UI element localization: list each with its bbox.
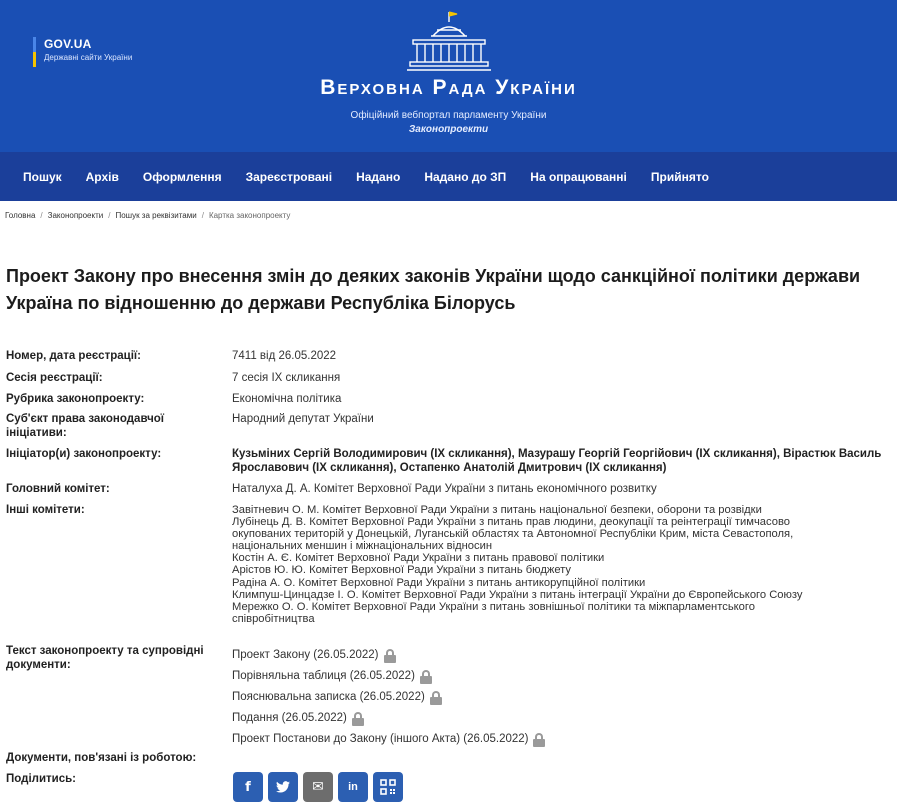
initiators-value[interactable]: Кузьміних Сергій Володимирович (IX скликання), Мазурашу Георгій Георгійович (IX скликання), Вірастюк Василь Ярославович (IX скликання), Остапенко Анатолій Дмитрович (IX скликання)	[232, 448, 882, 474]
breadcrumb-search[interactable]: Пошук за реквізитами	[115, 211, 197, 220]
gov-ua-subtitle: Державні сайти України	[44, 53, 133, 62]
main-nav	[0, 152, 897, 201]
breadcrumb-current: Картка законопроекту	[208, 211, 291, 220]
document-item[interactable]	[232, 687, 890, 708]
committee-line: Завітневич О. М. Комітет Верховної Ради України з питань національної безпеки, оборони та розвідки	[232, 504, 762, 516]
qr-code-icon	[380, 779, 396, 795]
document-item[interactable]	[232, 729, 890, 750]
linkedin-icon: in	[348, 781, 358, 793]
registration-value: 7411 від 26.05.2022	[232, 350, 337, 362]
nav-adopted[interactable]: Прийнято	[650, 169, 709, 184]
lock-icon	[533, 733, 545, 747]
main-committee-value: Наталуха Д. А. Комітет Верховної Ради України з питань економічного розвитку	[232, 483, 657, 495]
session-value: 7 сесія IX скликання	[232, 372, 341, 384]
committee-line: Климпуш-Цинцадзе І. О. Комітет Верховної Ради України з питань інтеграції України до Європейського Союзу	[232, 588, 803, 601]
nav-in-processing[interactable]: На опрацюванні	[530, 169, 627, 184]
lock-icon	[384, 649, 396, 663]
field-label: Документи, пов'язані із роботою:	[6, 752, 197, 764]
facebook-icon: f	[245, 779, 251, 795]
committee-line: співробітництва	[232, 612, 315, 625]
document-link[interactable]: Проект Закону (26.05.2022)	[232, 648, 379, 661]
lock-icon	[352, 712, 364, 726]
field-label: Суб'єкт права законодавчої ініціативи:	[6, 413, 165, 439]
subject-value: Народний депутат України	[232, 413, 374, 425]
nav-provided[interactable]: Надано	[356, 169, 401, 184]
twitter-share-button[interactable]	[268, 772, 298, 802]
field-label: Ініціатор(и) законопроекту:	[6, 448, 162, 460]
document-link[interactable]: Порівняльна таблиця (26.05.2022)	[232, 669, 415, 682]
lock-icon	[420, 670, 432, 684]
committee-line: Лубінець Д. В. Комітет Верховної Ради України з питань прав людини, деокупації та реінтеграції тимчасово	[232, 516, 790, 529]
breadcrumb-home[interactable]: Головна	[5, 211, 36, 220]
facebook-share-button[interactable]	[233, 772, 263, 802]
document-link[interactable]: Проект Постанови до Закону (іншого Акта) (26.05.2022)	[232, 732, 529, 745]
document-link[interactable]: Пояснювальна записка (26.05.2022)	[232, 690, 425, 703]
site-subtitle: Офіційний вебпортал парламенту України	[350, 110, 547, 121]
breadcrumb-separator: /	[40, 211, 43, 220]
site-title[interactable]: Верховна Рада України	[320, 76, 577, 99]
field-label: Інші комітети:	[6, 504, 85, 516]
rubric-value: Економічна політика	[232, 393, 342, 405]
document-item[interactable]	[232, 645, 890, 666]
document-link[interactable]: Подання (26.05.2022)	[232, 711, 347, 724]
linkedin-share-button[interactable]	[338, 772, 368, 802]
site-header	[0, 0, 897, 152]
committee-line: Костін А. Є. Комітет Верховної Ради України з питань правової політики	[232, 552, 605, 565]
committee-line: Радіна А. О. Комітет Верховної Ради України з питань антикорупційної політики	[232, 576, 646, 589]
share-buttons	[233, 772, 403, 802]
field-label: Поділитись:	[6, 773, 77, 785]
page-title: Проект Закону про внесення змін до деяких законів України щодо санкційної політики держави Україна по відношенню до держави Республіка Білорусь	[6, 266, 861, 313]
document-item[interactable]	[232, 666, 890, 687]
document-item[interactable]	[232, 708, 890, 729]
nav-provided-to-plenary[interactable]: Надано до ЗП	[424, 169, 507, 184]
envelope-icon: ✉	[312, 779, 324, 795]
parliament-building-icon[interactable]	[407, 10, 491, 72]
breadcrumb	[5, 211, 290, 220]
documents-list	[232, 645, 890, 750]
committee-line: Мережко О. О. Комітет Верховної Ради України з питань зовнішньої політики та міжпарламентського	[232, 600, 755, 613]
nav-formalization[interactable]: Оформлення	[142, 169, 222, 184]
lock-icon	[430, 691, 442, 705]
qr-code-button[interactable]	[373, 772, 403, 802]
site-section: Законопроекти	[408, 124, 489, 135]
field-label: Номер, дата реєстрації:	[6, 350, 141, 362]
committee-line: національних меншин і міжнаціональних відносин	[232, 540, 493, 553]
gov-ua-link[interactable]	[33, 37, 132, 67]
field-label: Текст законопроекту та супровідні документи:	[6, 645, 204, 671]
nav-registered[interactable]: Зареєстровані	[245, 169, 333, 184]
twitter-icon	[276, 781, 290, 793]
committee-line: Арістов Ю. Ю. Комітет Верховної Ради України з питань бюджету	[232, 564, 572, 577]
breadcrumb-separator: /	[108, 211, 111, 220]
nav-search[interactable]: Пошук	[23, 169, 62, 184]
nav-archive[interactable]: Архів	[85, 169, 119, 184]
field-label: Сесія реєстрації:	[6, 372, 103, 384]
field-label: Рубрика законопроекту:	[6, 393, 145, 405]
breadcrumb-bills[interactable]: Законопроекти	[47, 211, 104, 220]
gov-ua-title: GOV.UA	[44, 37, 92, 51]
committee-line: окупованих територій у Донецькій, Луганській областях та Автономної Республіки Крим, міста Севастополя,	[232, 528, 794, 541]
other-committees-list	[232, 504, 890, 625]
email-share-button[interactable]	[303, 772, 333, 802]
field-label: Головний комітет:	[6, 483, 110, 495]
breadcrumb-separator: /	[201, 211, 204, 220]
